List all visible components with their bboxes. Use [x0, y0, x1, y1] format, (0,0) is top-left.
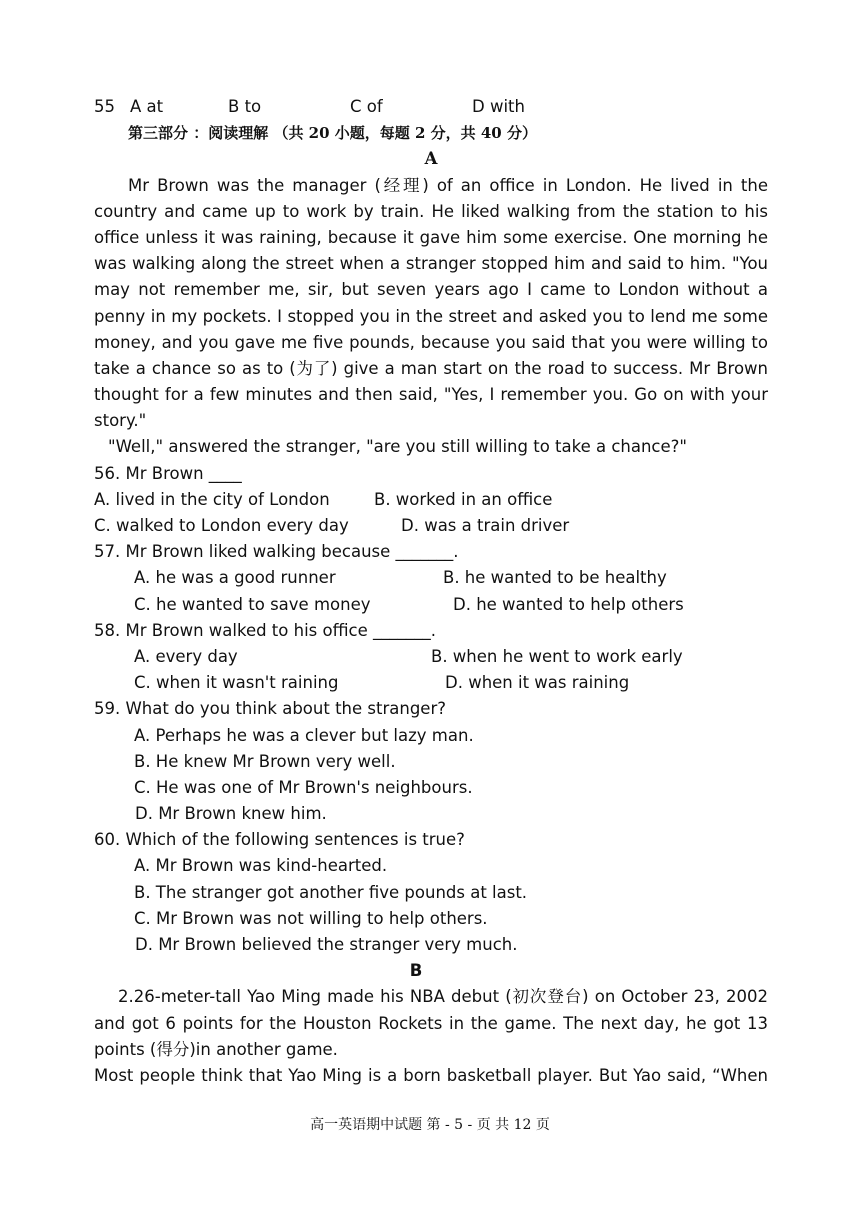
question-stem: 60. Which of the following sentences is true?: [94, 830, 465, 850]
option-b: B. when he went to work early: [431, 646, 683, 666]
passage-line: thought for a few minutes and then said, "Yes, I remember you. Go on with your: [94, 385, 768, 405]
option-a: A at: [130, 97, 164, 116]
option-c: C. He was one of Mr Brown's neighbours.: [134, 777, 473, 797]
section-title: 第三部分 ：阅读理解 （共 20 小题，每题 2 分，共 40 分）: [128, 124, 537, 143]
page-footer: 高一英语期中试题 第 - 5 - 页 共 12 页: [310, 1117, 550, 1133]
option-a: A. Mr Brown was kind-hearted.: [134, 856, 388, 876]
passage-line: country and came up to work by train. He liked walking from the station to his: [94, 201, 768, 221]
question-stem: 58. Mr Brown walked to his office _______.: [94, 620, 437, 640]
option-d: D. was a train driver: [401, 516, 570, 535]
question-58: [94, 618, 768, 697]
question-56: [94, 461, 768, 540]
question-stem: 57. Mr Brown liked walking because _______.: [94, 542, 459, 562]
option-c: C of: [350, 97, 383, 116]
passage-line: penny in my pockets. I stopped you in the street and asked you to lend me some: [94, 306, 768, 326]
question-60: [94, 827, 768, 958]
option-b: B. he wanted to be healthy: [443, 568, 667, 588]
passage-line: money, and you gave me five pounds, because you said that you were willing to: [94, 332, 768, 352]
option-d: D with: [472, 97, 525, 116]
passage-line: office unless it was raining, because it gave him some exercise. One morning he: [94, 227, 768, 247]
question-stem: 56. Mr Brown ____: [94, 463, 242, 483]
option-b: B to: [228, 97, 262, 116]
passage-line: Mr Brown was the manager (经理) of an office in London. He lived in the: [128, 175, 768, 195]
passage-line: take a chance so as to (为了) give a man start on the road to success. Mr Brown: [94, 358, 768, 378]
option-b: B. He knew Mr Brown very well.: [134, 751, 396, 771]
option-a: A. lived in the city of London: [94, 489, 330, 509]
passage-line: 2.26-meter-tall Yao Ming made his NBA debut (初次登台) on October 23, 2002: [118, 987, 768, 1007]
passage-line: points (得分)in another game.: [94, 1039, 338, 1059]
option-c: C. Mr Brown was not willing to help others.: [134, 908, 488, 928]
passage-line: may not remember me, sir, but seven years ago I came to London without a: [94, 280, 768, 300]
option-c: C. walked to London every day: [94, 516, 349, 535]
passage-b-label: B: [409, 961, 423, 981]
passage-b: [94, 984, 768, 1089]
option-d: D. when it was raining: [445, 673, 630, 693]
option-a: A. he was a good runner: [134, 568, 336, 588]
passage-line: was walking along the street when a stranger stopped him and said to him. "You: [94, 254, 768, 274]
option-a: A. every day: [134, 646, 238, 666]
option-c: C. he wanted to save money: [134, 594, 371, 614]
passage-line: and got 6 points for the Houston Rockets in the game. The next day, he got 13: [94, 1013, 768, 1033]
option-a: A. Perhaps he was a clever but lazy man.: [134, 725, 474, 745]
passage-line: story.": [94, 411, 147, 431]
option-d: D. Mr Brown knew him.: [135, 804, 327, 824]
exam-page: [94, 94, 768, 1089]
option-b: B. worked in an office: [374, 489, 553, 509]
passage-a-label: A: [424, 149, 438, 169]
passage-line: Most people think that Yao Ming is a born basketball player. But Yao said, “When: [94, 1065, 768, 1085]
question-stem: 59. What do you think about the stranger?: [94, 699, 446, 719]
option-b: B. The stranger got another five pounds at last.: [134, 882, 528, 902]
passage-a: [94, 173, 768, 461]
question-55-options: [94, 94, 768, 120]
option-d: D. Mr Brown believed the stranger very much.: [135, 935, 518, 954]
question-59: [94, 696, 768, 827]
passage-dialogue: "Well," answered the stranger, "are you still willing to take a chance?": [108, 437, 688, 457]
option-d: D. he wanted to help others: [453, 594, 684, 614]
option-c: C. when it wasn't raining: [134, 673, 339, 693]
question-number: 55: [94, 97, 115, 116]
question-57: [94, 539, 768, 618]
